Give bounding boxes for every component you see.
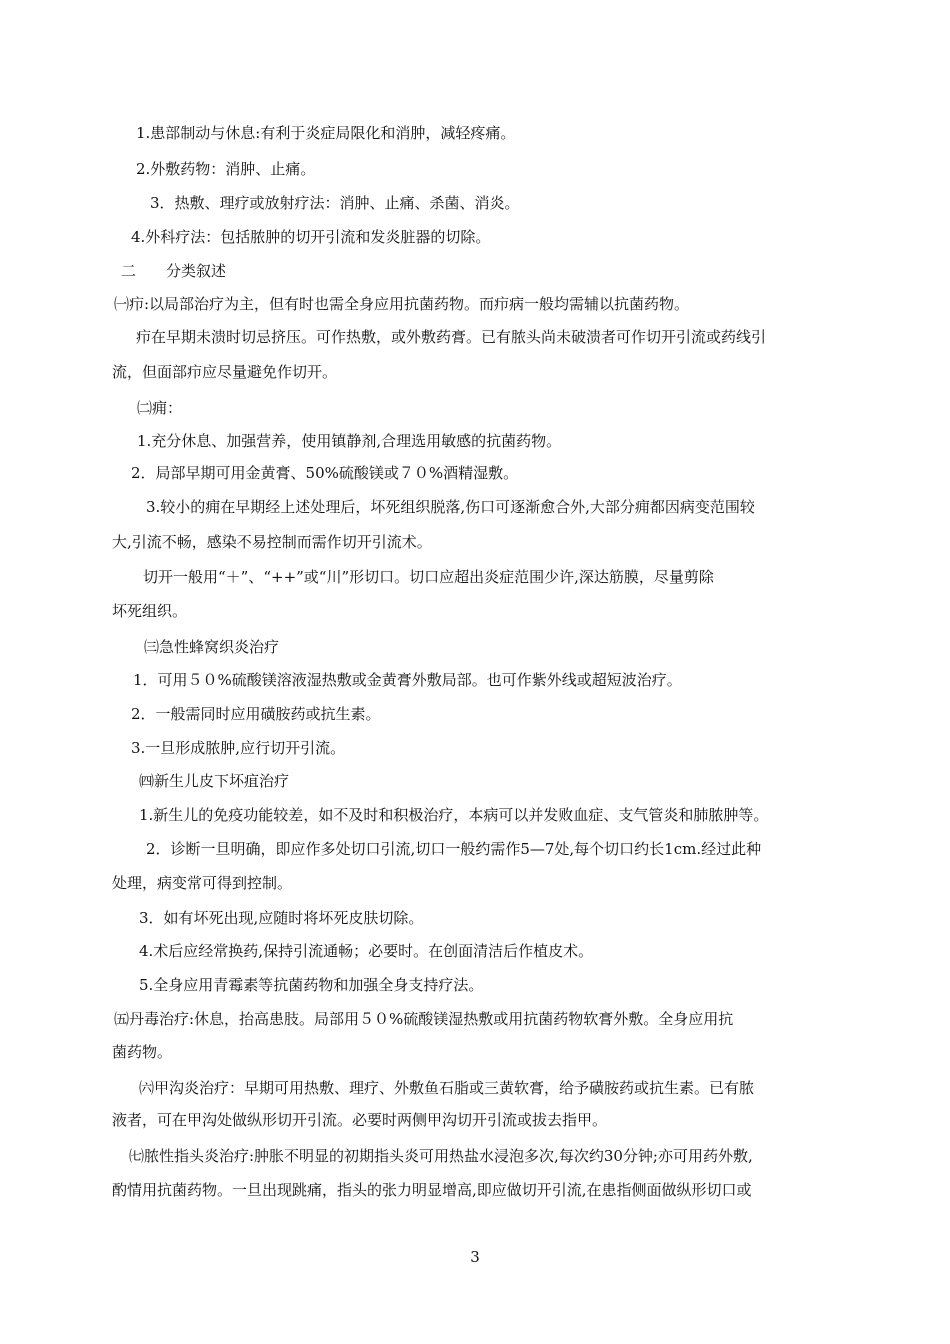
text-line: 坏死组织。 bbox=[112, 602, 188, 620]
text-line: 2．诊断一旦明确，即应作多处切口引流,切口一般约需作5—7处,每个切口约长1cm.经过此种 bbox=[146, 840, 762, 858]
text-line: 1.充分休息、加强营养，使用镇静剂,合理选用敏感的抗菌药物。 bbox=[137, 432, 562, 450]
text-line: 5.全身应用青霉素等抗菌药物和加强全身支持疗法。 bbox=[139, 976, 484, 994]
text-line: 3.一旦形成脓肿,应行切开引流。 bbox=[131, 739, 346, 757]
text-line: 酌情用抗菌药物。一旦出现跳痛，指头的张力明显增高,即应做切开引流,在患指侧面做纵形切口或 bbox=[112, 1181, 752, 1199]
text-line: ㈤丹毒治疗:休息，抬高患肢。局部用５０%硫酸镁湿热敷或用抗菌药物软膏外敷。全身应用抗 bbox=[114, 1010, 734, 1028]
page-number: 3 bbox=[470, 1248, 480, 1266]
subsection-heading: ㈢急性蜂窝织炎治疗 bbox=[144, 638, 280, 656]
text-line: 4.术后应经常换药,保持引流通畅；必要时。在创面清洁后作植皮术。 bbox=[139, 942, 594, 960]
text-line: 4.外科疗法：包括脓肿的切开引流和发炎脏器的切除。 bbox=[131, 228, 491, 246]
text-line: 2．一般需同时应用磺胺药或抗生素。 bbox=[131, 705, 381, 723]
subsection-heading: ㈡痈： bbox=[137, 399, 183, 417]
text-line: 3．热敷、理疗或放射疗法：消肿、止痛、杀菌、消炎。 bbox=[150, 194, 520, 212]
text-line: 液者，可在甲沟处做纵形切开引流。必要时两侧甲沟切开引流或拔去指甲。 bbox=[112, 1111, 608, 1129]
text-line: 菌药物。 bbox=[112, 1043, 173, 1061]
text-line: 2.外敷药物：消肿、止痛。 bbox=[136, 160, 316, 178]
text-line: 1．可用５０%硫酸镁溶液湿热敷或金黄膏外敷局部。也可作紫外线或超短波治疗。 bbox=[133, 671, 682, 689]
text-line: 流，但面部疖应尽量避免作切开。 bbox=[112, 363, 338, 381]
text-line: ㈠疖:以局部治疗为主，但有时也需全身应用抗菌药物。而疖病一般均需辅以抗菌药物。 bbox=[114, 295, 690, 313]
text-line: 1.患部制动与休息:有利于炎症局限化和消肿，减轻疼痛。 bbox=[136, 124, 516, 142]
text-line: 3．如有坏死出现,应随时将坏死皮肤切除。 bbox=[139, 909, 424, 927]
text-line: 切开一般用“＋”、“++”或“川”形切口。切口应超出炎症范围少许,深达筋膜，尽量剪除 bbox=[143, 568, 714, 586]
subsection-heading: ㈣新生儿皮下坏疽治疗 bbox=[139, 772, 290, 790]
text-line: 3.较小的痈在早期经上述处理后，坏死组织脱落,伤口可逐渐愈合外,大部分痈都因病变范围较 bbox=[146, 498, 755, 516]
text-line: ㈥甲沟炎治疗：早期可用热敷、理疗、外敷鱼石脂或三黄软膏，给予磺胺药或抗生素。已有脓 bbox=[139, 1079, 755, 1097]
section-heading: 二 分类叙述 bbox=[121, 262, 227, 280]
text-line: 1.新生儿的免疫功能较差，如不及时和积极治疗，本病可以并发败血症、支气管炎和肺脓肿等。 bbox=[139, 806, 769, 824]
text-line: 大,引流不畅，感染不易控制而需作切开引流术。 bbox=[112, 533, 432, 551]
text-line: ㈦脓性指头炎治疗:肿胀不明显的初期指头炎可用热盐水浸泡多次,每次约30分钟;亦可用药外敷, bbox=[129, 1147, 753, 1165]
text-line: 2．局部早期可用金黄膏、50%硫酸镁或７０%酒精湿敷。 bbox=[131, 464, 519, 482]
text-line: 疖在早期未溃时切忌挤压。可作热敷，或外敷药膏。已有脓头尚未破溃者可作切开引流或药线引 bbox=[136, 328, 767, 346]
text-line: 处理，病变常可得到控制。 bbox=[112, 874, 293, 892]
